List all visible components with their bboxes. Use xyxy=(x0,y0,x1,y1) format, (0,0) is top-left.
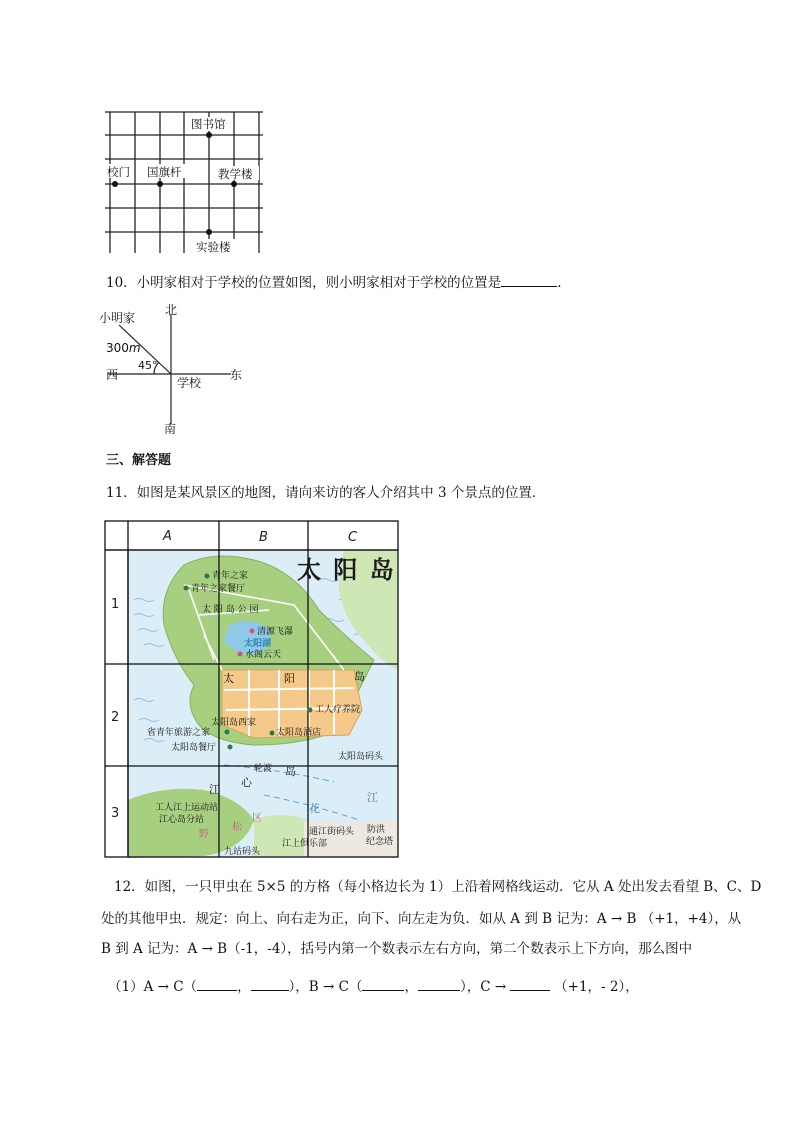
q12-blank-c-dest xyxy=(510,976,550,991)
map-song: 松 xyxy=(232,822,242,833)
map-lake: 太阳湖 xyxy=(244,639,272,649)
q10-direction-figure xyxy=(98,300,258,438)
map-workers-sanatorium: 工人疗养院 xyxy=(315,705,361,715)
flagpole-dot xyxy=(157,181,163,187)
teaching-building-dot xyxy=(231,181,237,187)
q12-line2: 处的其他甲虫．规定：向上、向右走为正，向下、向左走为负．如从 A 到 B 记为：A → B （+1，+4），从 xyxy=(101,911,742,927)
col-b-header: B xyxy=(259,530,268,545)
map-yang: 阳 xyxy=(284,672,295,685)
map-jiang2: 江 xyxy=(367,791,378,804)
q10-tail: . xyxy=(557,275,562,291)
q10-stem: 10．小明家相对于学校的位置如图，则小明家相对于学校的位置是 xyxy=(106,275,502,291)
map-hua: 花 xyxy=(309,802,320,815)
angle-label: 45° xyxy=(138,359,158,372)
q10-text xyxy=(106,272,561,293)
south-label: 南 xyxy=(164,422,177,436)
map-restaurant: 太阳岛餐厅 xyxy=(171,743,217,753)
section-title: 三、解答题 xyxy=(106,453,172,468)
map-dao: 岛 xyxy=(354,670,365,683)
island-title: 太 阳 岛 xyxy=(297,556,396,584)
q12-line3: B 到 A 记为：A → B（-1，-4），括号内第一个数表示左右方向，第二个数表示上下方向，那么图中 xyxy=(101,941,693,957)
map-flood-monument-2: 纪念塔 xyxy=(366,837,394,847)
home-label: 小明家 xyxy=(99,311,136,325)
map-wild: 野 xyxy=(199,829,209,840)
distance-label: 300m xyxy=(106,341,141,355)
map-falls: 清源飞瀑 xyxy=(257,627,294,637)
col-c-header: C xyxy=(348,530,358,545)
map-tai: 太 xyxy=(223,672,234,685)
map-youth-home: 青年之家 xyxy=(212,571,249,581)
q12-line1: 12．如图，一只甲虫在 5×5 的方格（每小格边长为 1）上沿着网格线运动．它从 A 处出发去看望 B、C、D xyxy=(114,879,762,895)
map-water-sports: 工人江上运动站 xyxy=(155,803,219,813)
map-jiangxin-branch: 江心岛分站 xyxy=(159,815,205,825)
north-label: 北 xyxy=(165,303,178,317)
map-west-home: 太阳岛西家 xyxy=(211,718,257,728)
map-dao2: 岛 xyxy=(285,765,296,778)
col-a-header: A xyxy=(163,529,172,544)
q12-blank-bc-x xyxy=(362,976,404,991)
map-qu: 区 xyxy=(252,813,262,824)
map-youth-restaurant: 青年之家餐厅 xyxy=(191,584,246,594)
lab-building-dot xyxy=(206,229,212,235)
q12-line4: （1）A → C（ ， ），B → C（ ， ），C → （+1，- 2）， xyxy=(108,976,639,997)
map-lake-sky: 水阁云天 xyxy=(245,650,282,660)
teaching-building-label: 教学楼 xyxy=(218,167,253,181)
campus-grid-figure xyxy=(100,108,270,258)
map-ninth-pier: 九站码头 xyxy=(224,847,261,857)
q12-blank-ac-y xyxy=(251,976,289,991)
flagpole-label: 国旗杆 xyxy=(147,165,182,179)
scenic-area-map xyxy=(104,520,400,860)
q11-text: 11．如图是某风景区的地图，请向来访的客人介绍其中 3 个景点的位置． xyxy=(106,485,546,501)
map-flood-monument-1: 防洪 xyxy=(367,825,386,835)
map-club: 江上俱乐部 xyxy=(282,839,328,849)
map-park: 太 阳 岛 公 园 xyxy=(202,605,259,615)
school-label: 学校 xyxy=(177,376,202,390)
map-province-travel: 省青年旅游之家 xyxy=(147,728,211,738)
row-2-header: 2 xyxy=(111,710,120,725)
east-label: 东 xyxy=(230,368,243,382)
q12-blank-bc-y xyxy=(418,976,460,991)
library-dot xyxy=(206,132,212,138)
gate-label: 校门 xyxy=(107,165,130,179)
row-3-header: 3 xyxy=(111,806,120,821)
map-hotel: 太阳岛酒店 xyxy=(276,728,322,738)
lab-building-label: 实验楼 xyxy=(196,240,231,254)
q12-blank-ac-x xyxy=(197,976,237,991)
q10-answer-blank xyxy=(501,272,557,287)
west-label: 西 xyxy=(106,368,119,382)
map-ferry: 轮渡 xyxy=(254,764,273,774)
map-tongjiang-pier: 通江街码头 xyxy=(309,827,355,837)
map-jiang: 江 xyxy=(209,783,220,796)
gate-dot xyxy=(112,181,118,187)
map-xin: 心 xyxy=(241,776,252,789)
row-1-header: 1 xyxy=(111,597,120,612)
library-label: 图书馆 xyxy=(191,117,226,131)
map-pier: 太阳岛码头 xyxy=(338,752,384,762)
